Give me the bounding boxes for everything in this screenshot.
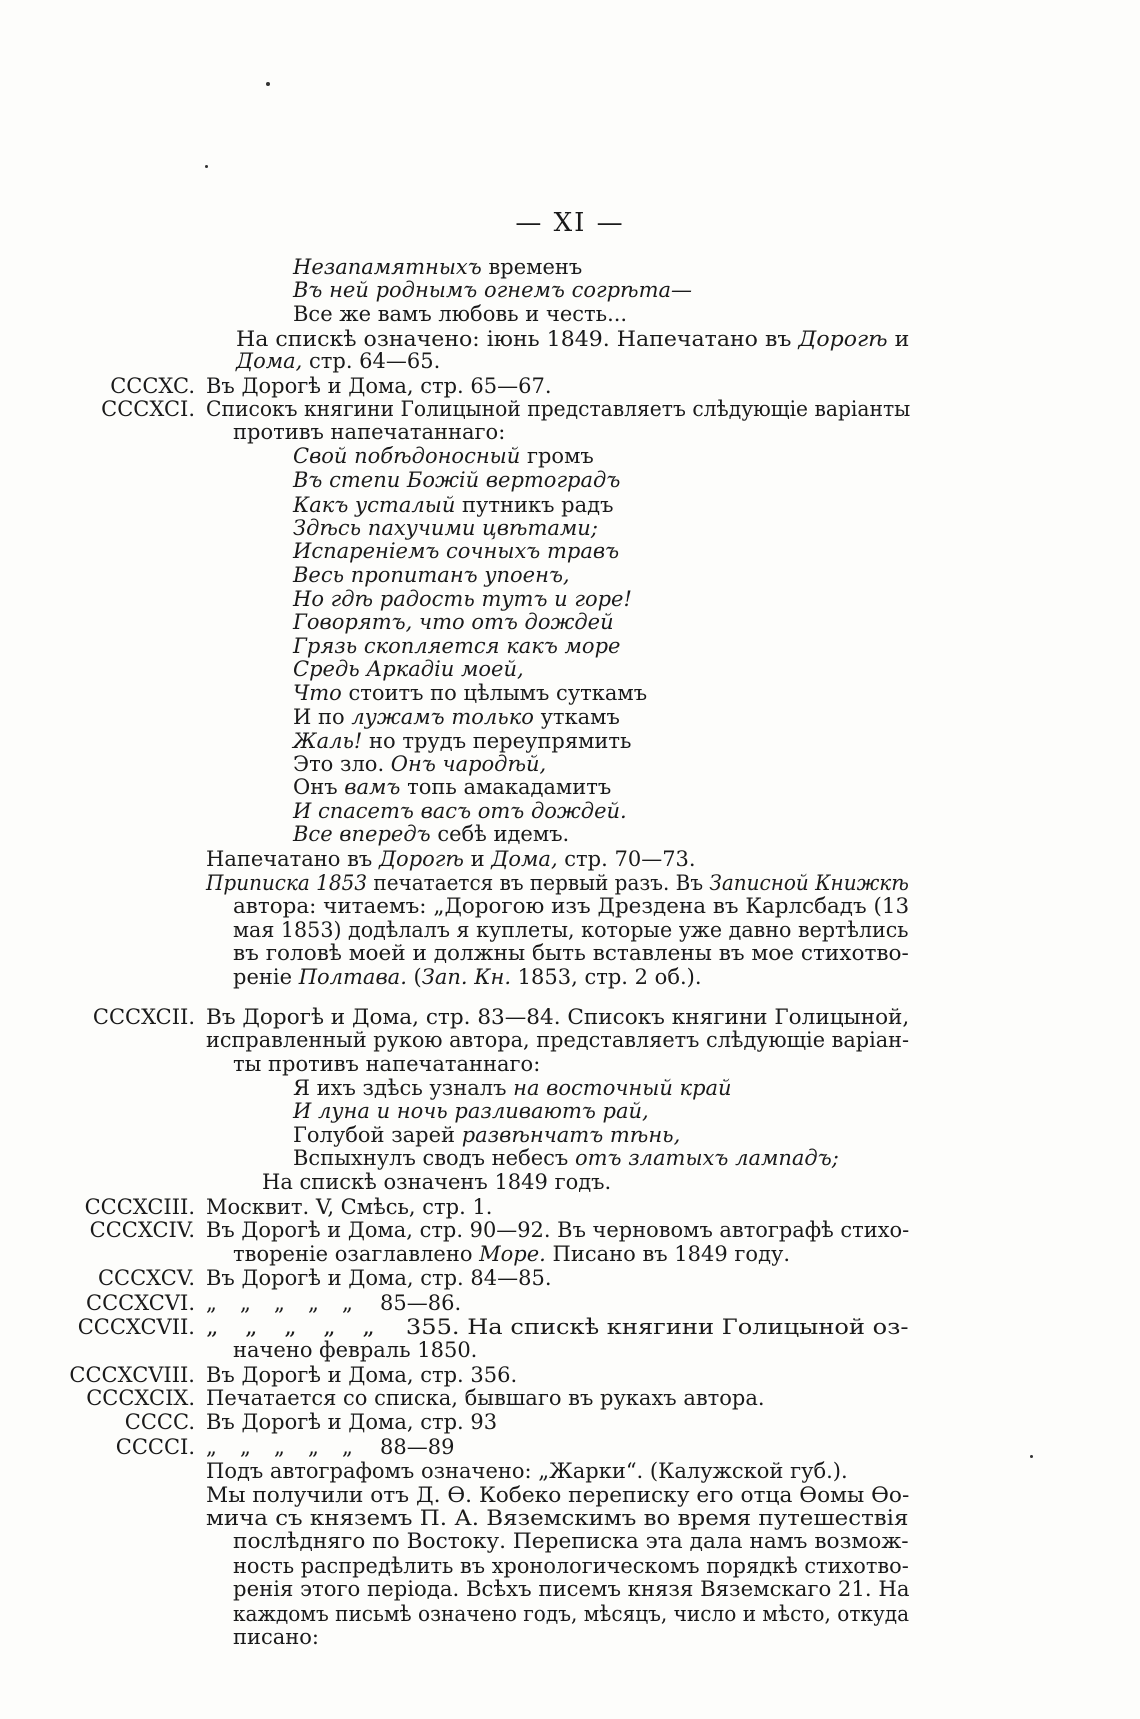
entry-number: CCCXCIV. — [89, 1218, 195, 1242]
text-run: послѣдняго по Востоку. Переписка эта дала намъ возмож- — [233, 1529, 909, 1553]
text-line — [0, 609, 1140, 635]
text-line — [0, 940, 1140, 966]
italic-text: Весь пропитанъ упоенъ, — [293, 563, 570, 587]
text-run: 85—86. — [380, 1291, 462, 1315]
entry-number: CCCC. — [124, 1410, 195, 1434]
text-run: стр. 64—65. — [302, 349, 441, 373]
italic-text: Испареніемъ сочныхъ травъ — [293, 539, 620, 563]
text-run: Онъ — [293, 775, 345, 799]
text-run: временъ — [481, 255, 583, 279]
text-run: Вспыхнулъ сводъ небесъ — [293, 1146, 575, 1170]
ditto-mark: „ — [342, 1291, 353, 1315]
italic-text: Въ степи Божій вертоградъ — [293, 468, 621, 492]
text-line — [0, 1434, 1140, 1460]
text-run: Въ Дорогѣ и Дома, стр. 93 — [206, 1410, 498, 1434]
text-run: стр. 70—73. — [557, 847, 696, 871]
line-text — [293, 1098, 649, 1124]
text-run: Голубой зарей — [293, 1123, 462, 1147]
line-text — [236, 348, 440, 374]
text-run: автора: читаемъ: „Дорогою изъ Дрездена въ Карлсбадъ (13 — [233, 894, 910, 918]
text-run: каждомъ письмѣ означено годъ, мѣсяцъ, число и мѣсто, откуда — [233, 1602, 910, 1626]
text-line — [0, 964, 1140, 990]
text-line — [0, 1528, 1140, 1554]
line-text — [206, 1434, 454, 1460]
text-run: себѣ идемъ. — [430, 822, 570, 846]
line-text — [293, 538, 619, 564]
italic-text: Грязь скопляется какъ море — [293, 634, 621, 658]
line-text — [233, 419, 505, 445]
line-text — [293, 609, 614, 635]
italic-text: Здѣсь пахучими цвѣтами; — [293, 516, 598, 540]
text-run: топь амакадамитъ — [400, 775, 612, 799]
text-run: Въ Дорогѣ и Дома, стр. 356. — [206, 1363, 518, 1387]
line-text — [233, 1624, 319, 1650]
text-line — [0, 680, 1140, 706]
text-line — [0, 1241, 1140, 1267]
text-run: мая 1853) додѣлалъ я куплеты, которые уже давно вертѣлись — [233, 918, 909, 942]
line-text — [233, 1241, 790, 1267]
line-text — [233, 1337, 477, 1363]
line-text — [293, 774, 611, 800]
text-line — [0, 1576, 1140, 1602]
italic-text: вамъ — [344, 775, 401, 799]
line-text — [293, 656, 524, 682]
line-text — [293, 821, 569, 847]
text-line — [0, 656, 1140, 682]
italic-text: на восточный край — [513, 1076, 732, 1100]
text-line — [0, 348, 1140, 374]
text-run: Все же вамъ любовь и честь... — [293, 302, 628, 326]
line-text — [206, 1409, 497, 1435]
ditto-mark: „ — [240, 1291, 251, 1315]
entry-number: CCCXCII. — [92, 1005, 195, 1029]
entry-number: CCCXCIII. — [84, 1195, 195, 1219]
text-run: писано: — [233, 1625, 319, 1649]
ditto-mark: „ — [245, 1315, 258, 1339]
ditto-mark: „ — [274, 1291, 285, 1315]
line-text — [293, 277, 692, 303]
italic-text: Все впередъ — [293, 822, 431, 846]
italic-text: Говорятъ, что отъ дождей — [293, 610, 614, 634]
italic-text: отъ златыхъ лампадъ; — [574, 1146, 839, 1170]
line-text — [293, 443, 594, 469]
italic-text: Какъ усталый — [293, 493, 456, 517]
italic-text: Но гдѣ радость тутъ и горе! — [293, 587, 632, 611]
line-text — [293, 680, 647, 706]
text-run: и — [463, 847, 492, 871]
text-line — [0, 1265, 1140, 1291]
italic-text: Дорогѣ — [798, 327, 888, 351]
italic-text: Средь Аркадіи моей, — [293, 657, 524, 681]
text-line — [0, 1098, 1140, 1124]
ditto-mark: „ — [308, 1291, 319, 1315]
text-run: твореніе озаглавлено — [233, 1242, 480, 1266]
text-line — [0, 419, 1140, 445]
entry-number: CCCXCV. — [97, 1266, 195, 1290]
text-line — [0, 1169, 1140, 1195]
italic-text: Жаль! — [293, 729, 363, 753]
text-line — [0, 774, 1140, 800]
italic-text: Записной Книжкѣ — [709, 871, 909, 895]
italic-text: Приписка 1853 — [206, 871, 368, 895]
text-run: реніе — [233, 965, 299, 989]
text-run: Списокъ княгини Голицыной представляетъ слѣдующіе варіанты — [206, 397, 911, 421]
text-run: противъ напечатаннаго: — [233, 420, 506, 444]
entry-number: CCCXCI. — [101, 397, 195, 421]
text-run: Въ Дорогѣ и Дома, стр. 90—92. Въ черновомъ автографѣ стихо- — [206, 1218, 910, 1242]
text-run: На спискѣ означенъ 1849 годъ. — [262, 1170, 612, 1194]
text-run: ты противъ напечатаннаго: — [233, 1052, 541, 1076]
ditto-mark: „ — [274, 1435, 285, 1459]
line-text — [233, 940, 909, 966]
line-text — [293, 704, 620, 730]
text-run: Писано въ 1849 году. — [545, 1242, 791, 1266]
line-text — [233, 893, 909, 919]
text-line — [0, 277, 1140, 303]
print-speck — [266, 82, 270, 86]
text-line — [0, 1337, 1140, 1363]
text-line — [0, 1027, 1140, 1053]
text-line — [0, 1217, 1140, 1243]
text-line — [0, 1385, 1140, 1411]
text-line — [0, 1145, 1140, 1171]
line-text — [206, 1458, 848, 1484]
line-text — [293, 467, 620, 493]
line-text — [293, 1145, 839, 1171]
italic-text: Въ ней роднымъ огнемъ согрѣта— — [293, 278, 692, 302]
text-run: но трудъ переупрямить — [362, 729, 632, 753]
text-line — [0, 1409, 1140, 1435]
ditto-mark: „ — [323, 1315, 336, 1339]
entry-number: CCCXCVI. — [86, 1291, 195, 1315]
text-line — [0, 1458, 1140, 1484]
text-run: 1853, стр. 2 об.). — [511, 965, 702, 989]
entry-number: CCCXC. — [110, 374, 195, 398]
italic-text: Дорогѣ — [378, 847, 464, 871]
entry-number: CCCXCVII. — [77, 1315, 195, 1339]
text-run: Въ Дорогѣ и Дома, стр. 84—85. — [206, 1266, 552, 1290]
ditto-mark: „ — [206, 1291, 217, 1315]
text-line — [0, 846, 1140, 872]
line-text — [233, 1576, 909, 1602]
text-run: Напечатано въ — [206, 847, 379, 871]
text-run: Въ Дорогѣ и Дома, стр. 65—67. — [206, 374, 552, 398]
text-run: и — [887, 327, 910, 351]
ditto-mark: „ — [206, 1315, 219, 1339]
text-run: печатается въ первый разъ. Въ — [367, 871, 710, 895]
line-text — [233, 964, 702, 990]
line-text — [262, 1169, 611, 1195]
text-run: громъ — [520, 444, 594, 468]
text-line — [0, 1051, 1140, 1077]
entry-number: CCCCI. — [115, 1435, 195, 1459]
text-run: Мы получили отъ Д. Ѳ. Кобеко переписку его отца Ѳомы Ѳо- — [206, 1483, 910, 1507]
text-run: путникъ радъ — [455, 493, 614, 517]
text-run: Я ихъ здѣсь узналъ — [293, 1076, 514, 1100]
italic-text: Что — [293, 681, 342, 705]
line-text — [206, 1217, 909, 1243]
text-run: Печатается со списка, бывшаго въ рукахъ автора. — [206, 1386, 765, 1410]
text-line — [0, 704, 1140, 730]
ditto-mark: „ — [240, 1435, 251, 1459]
italic-text: развѣнчатъ тѣнь, — [461, 1123, 681, 1147]
line-text — [206, 1290, 461, 1316]
italic-text: Зап. Кн. — [421, 965, 511, 989]
text-run: На спискѣ означено: іюнь 1849. Напечатано въ — [236, 327, 799, 351]
ditto-mark: „ — [362, 1315, 375, 1339]
line-text — [206, 1265, 552, 1291]
text-run: стоитъ по цѣлымъ суткамъ — [341, 681, 648, 705]
text-run: 88—89 — [380, 1435, 455, 1459]
text-line — [0, 1290, 1140, 1316]
italic-text: И спасетъ васъ отъ дождей. — [293, 799, 627, 823]
text-run: Это зло. — [293, 752, 391, 776]
print-speck — [205, 165, 208, 168]
ditto-mark: „ — [308, 1435, 319, 1459]
text-run: въ головѣ моей и должны быть вставлены въ мое стихотво- — [233, 941, 909, 965]
text-run: Въ Дорогѣ и Дома, стр. 83—84. Списокъ княгини Голицыной, — [206, 1005, 910, 1029]
line-text — [233, 1528, 909, 1554]
text-run: И по — [293, 705, 352, 729]
text-line — [0, 821, 1140, 847]
text-line — [0, 893, 1140, 919]
italic-text: Море. — [479, 1242, 546, 1266]
ditto-mark: „ — [342, 1435, 353, 1459]
entry-number: CCCXCIX. — [86, 1386, 195, 1410]
italic-text: лужамъ только — [351, 705, 534, 729]
line-text — [233, 1051, 540, 1077]
ditto-mark: „ — [206, 1435, 217, 1459]
italic-text: Онъ чародѣй, — [390, 752, 547, 776]
text-run: Москвит. V, Смѣсь, стр. 1. — [206, 1195, 493, 1219]
page-number: — XI — — [515, 208, 625, 238]
text-run: ( — [406, 965, 422, 989]
text-run: ность распредѣлить въ хронологическомъ порядкѣ стихотво- — [233, 1554, 909, 1578]
line-text — [206, 846, 696, 872]
italic-text: Незапамятныхъ — [293, 255, 482, 279]
text-run: Подъ автографомъ означено: „Жарки“. (Калужской губ.). — [206, 1459, 848, 1483]
line-text — [206, 1027, 909, 1053]
line-text — [206, 1385, 765, 1411]
line-text — [293, 562, 570, 588]
text-run: уткамъ — [533, 705, 620, 729]
text-run: 355. На спискѣ княгини Голицыной оз- — [405, 1315, 909, 1339]
text-line — [0, 562, 1140, 588]
italic-text: Полтава. — [298, 965, 407, 989]
text-run: мича съ княземъ П. А. Вяземскимъ во время путешествія — [206, 1506, 909, 1530]
italic-text: Дома, — [491, 847, 558, 871]
ditto-mark: „ — [284, 1315, 297, 1339]
text-line — [0, 1624, 1140, 1650]
italic-text: Свой побѣдоносный — [293, 444, 521, 468]
text-line — [0, 301, 1140, 327]
text-run: исправленный рукою автора, представляетъ слѣдующіе варіан- — [206, 1028, 910, 1052]
text-line — [0, 467, 1140, 493]
italic-text: Дома, — [236, 349, 303, 373]
entry-number: CCCXCVIII. — [69, 1363, 195, 1387]
line-text — [293, 301, 627, 327]
text-line — [0, 538, 1140, 564]
text-run: начено февраль 1850. — [233, 1338, 478, 1362]
text-line — [0, 443, 1140, 469]
text-run: ренія этого періода. Всѣхъ писемъ князя Вяземскаго 21. На — [233, 1577, 910, 1601]
italic-text: И луна и ночь разливаютъ рай, — [293, 1099, 649, 1123]
